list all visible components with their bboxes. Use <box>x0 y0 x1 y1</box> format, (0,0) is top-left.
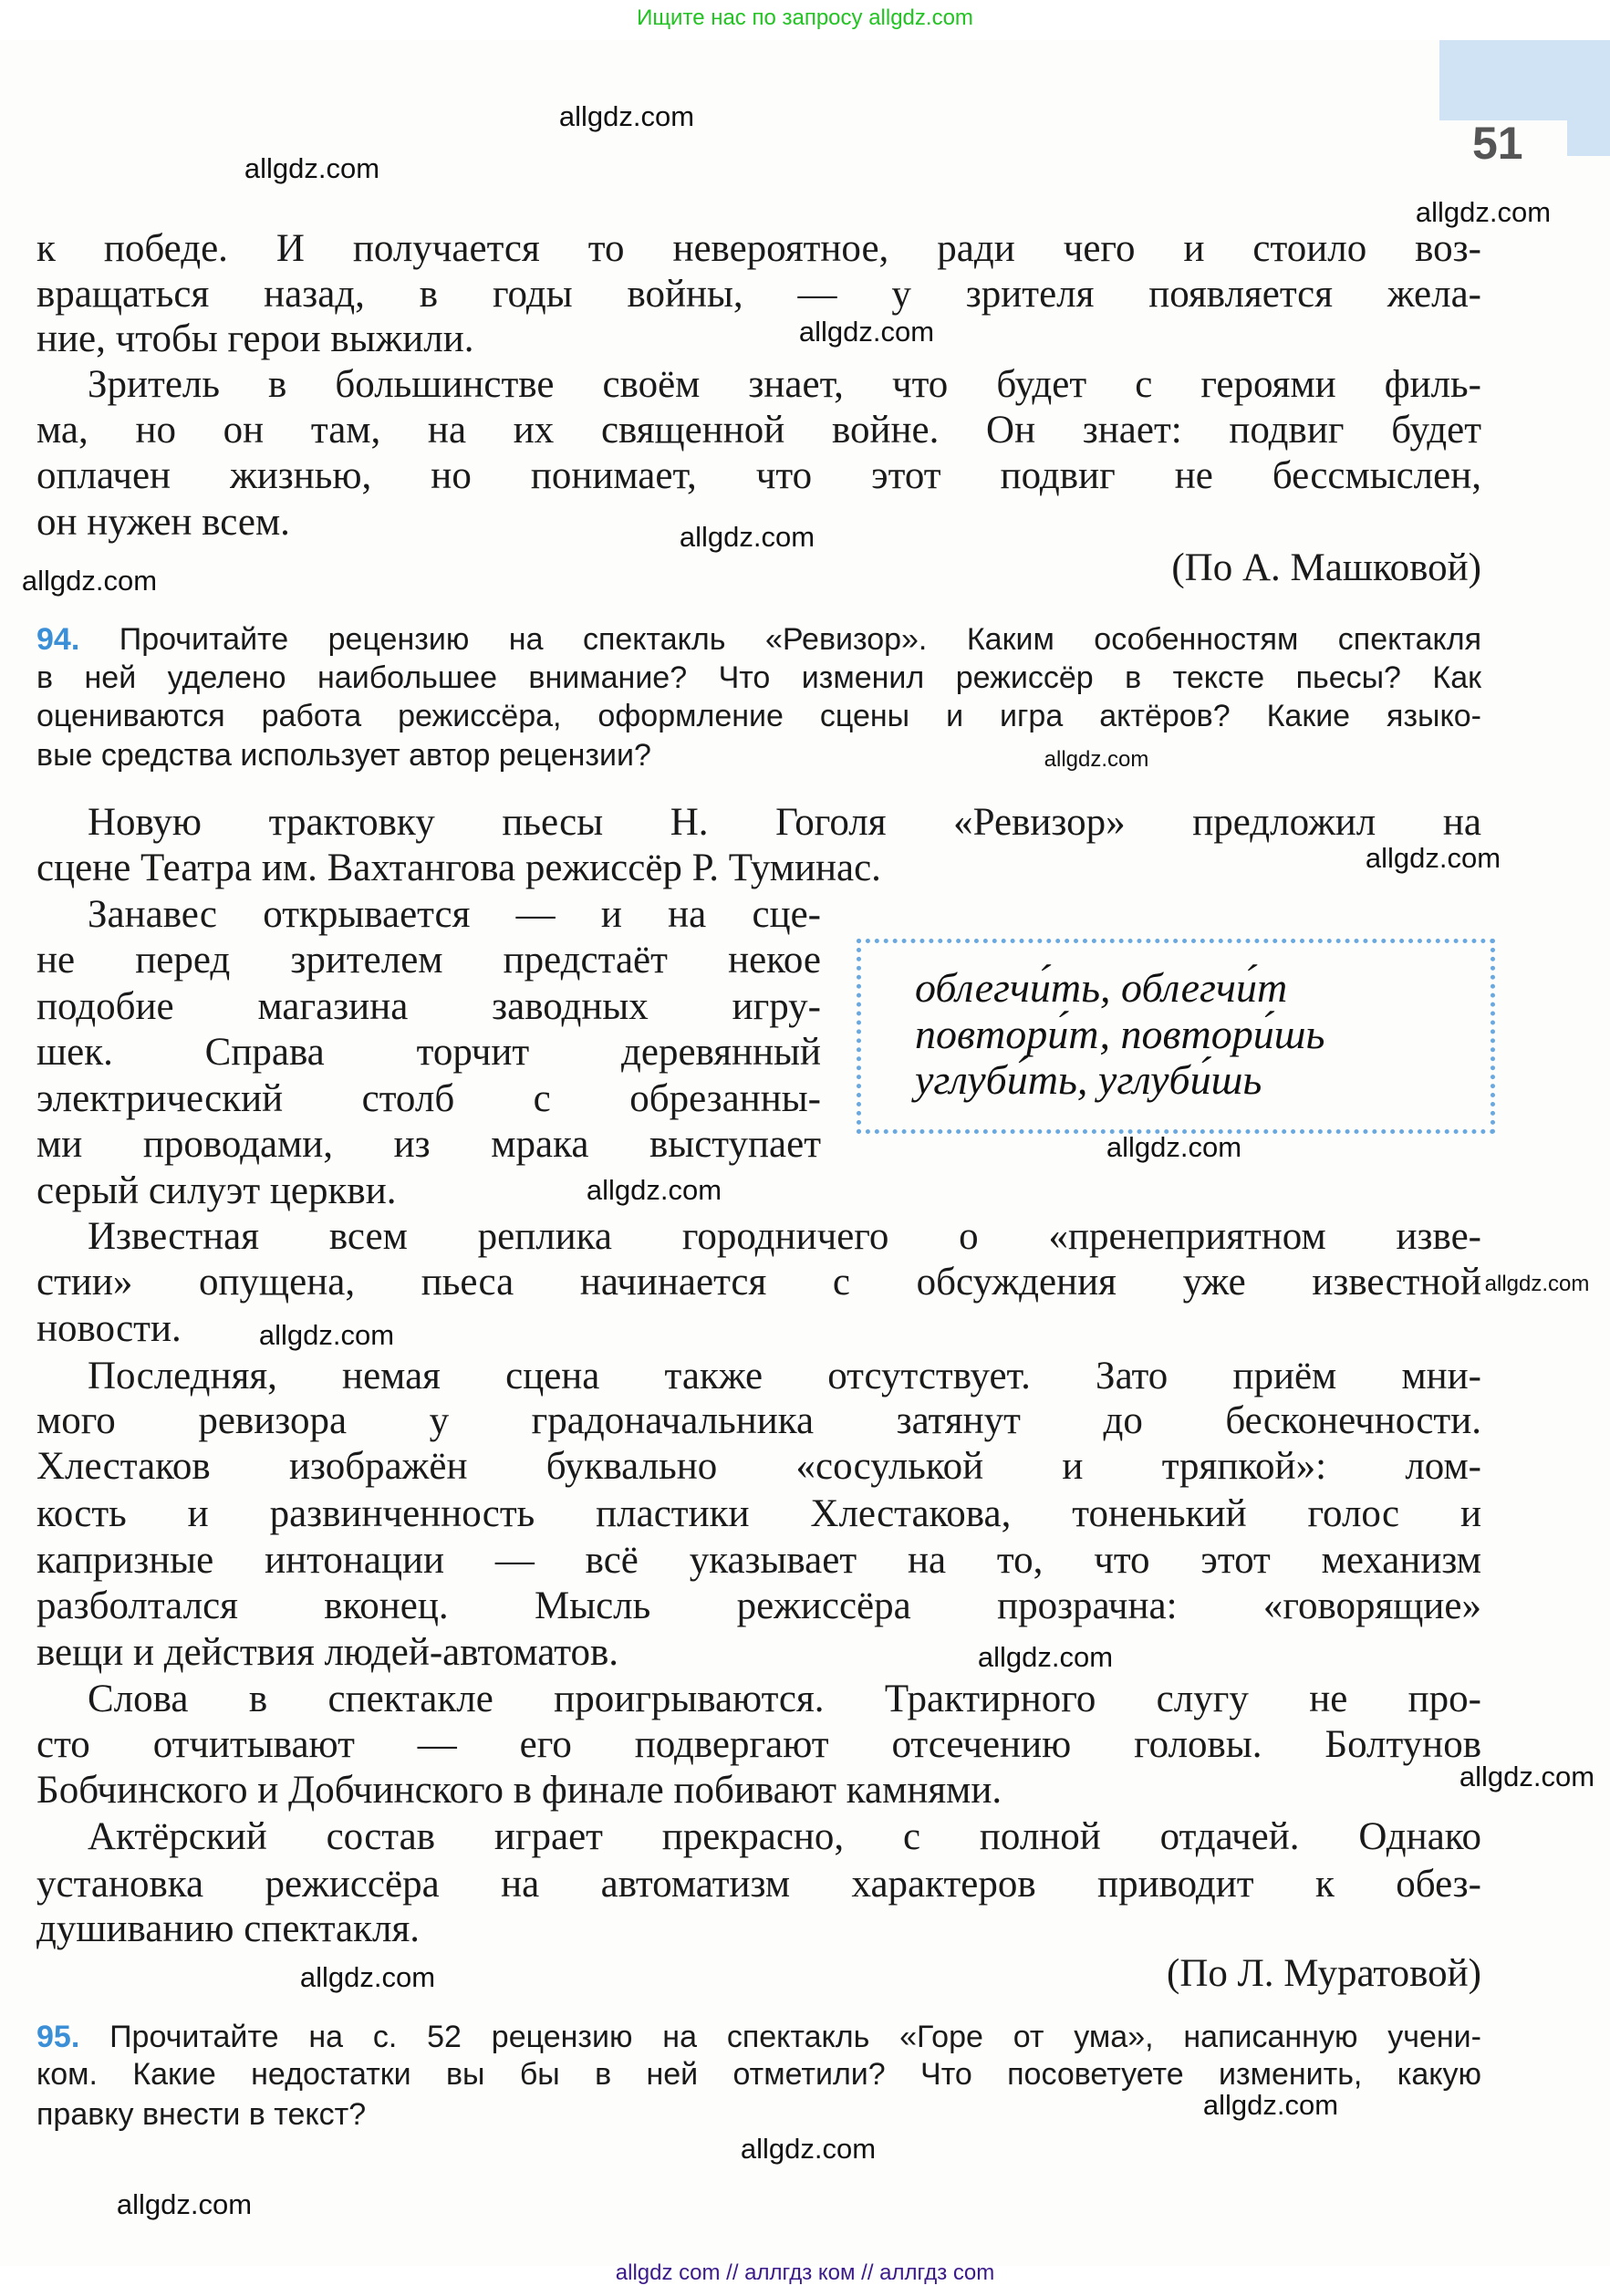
text-line <box>36 1719 1481 1771</box>
exercise-line <box>36 659 1481 697</box>
line-text: не перед зрителем предстаёт некое <box>36 939 821 982</box>
text-line <box>36 1074 821 1125</box>
exercise-line <box>36 2055 1481 2093</box>
text-line <box>36 1581 1481 1632</box>
line-text: Слова в спектакле проигрываются. Трактирного слугу не про- <box>88 1678 1481 1720</box>
line-text: разболтался вконец. Мысль режиссёра прозрачна: «говорящие» <box>36 1584 1481 1627</box>
text-line <box>36 1627 1481 1678</box>
line-text: серый силуэт церкви. <box>36 1169 397 1212</box>
watermark: allgdz.com <box>1044 747 1149 772</box>
line-text: стии» опущена, пьеса начинается с обсуждения уже известной <box>36 1261 1481 1304</box>
text-line <box>88 359 1481 410</box>
line-text: (По Л. Муратовой) <box>1167 1952 1481 1995</box>
text-line <box>36 1257 1481 1308</box>
text-line <box>36 1535 1481 1586</box>
accent-word-pair: облегчи́ть, облегчи́т <box>915 964 1288 1011</box>
line-text: подобие магазина заводных игру- <box>36 985 821 1028</box>
text-line <box>36 1948 1481 2000</box>
accent-word-pair: повтори́т, повтори́шь <box>915 1011 1325 1057</box>
watermark: allgdz.com <box>21 565 158 597</box>
line-text: шек. Справа торчит деревянный <box>36 1031 821 1074</box>
line-text: душиванию спектакля. <box>36 1907 421 1950</box>
watermark: allgdz.com <box>1459 1761 1595 1792</box>
line-text: правку внести в текст? <box>36 2097 367 2132</box>
line-text: Новую трактовку пьесы Н. Гоголя «Ревизор» предложил на <box>88 801 1481 844</box>
text-line <box>88 1812 1481 1863</box>
line-text: вые средства использует автор рецензии? <box>36 738 651 773</box>
line-text: электрический столб с обрезанны- <box>36 1077 821 1120</box>
accent-word-pair: углуби́ть, углуби́шь <box>915 1056 1262 1103</box>
text-line <box>88 1351 1481 1402</box>
line-text: Актёрский состав играет прекрасно, с полной отдачей. Однако <box>88 1815 1481 1858</box>
line-text: Бобчинского и Добчинского в финале побивают камнями. <box>36 1769 1002 1812</box>
text-line <box>88 1674 1481 1725</box>
text-line <box>36 1396 1481 1447</box>
line-text: оплачен жизнью, но понимает, что этот подвиг не бессмыслен, <box>36 454 1481 497</box>
line-text: сто отчитывают — его подвергают отсечению головы. Болтунов <box>36 1723 1481 1766</box>
text-line <box>36 314 1481 365</box>
line-text: капризные интонации — всё указывает на то, что этот механизм <box>36 1539 1481 1582</box>
line-text: Известная всем реплика городничего о «пренеприятном изве- <box>88 1215 1481 1258</box>
text-line <box>36 1304 1481 1355</box>
text-line <box>36 935 821 986</box>
watermark: allgdz.com <box>558 100 695 132</box>
line-text: Последняя, немая сцена также отсутствует. Зато приём мни- <box>88 1355 1481 1397</box>
exercise-line <box>36 620 1481 659</box>
text-line <box>36 1904 1481 1955</box>
watermark: allgdz.com <box>679 521 815 553</box>
line-text: вращаться назад, в годы войны, — у зрителя появляется жела- <box>36 273 1481 316</box>
text-line <box>88 889 821 940</box>
watermark: allgdz.com <box>1202 2089 1339 2121</box>
exercise-line <box>36 736 1481 774</box>
exercise-line <box>36 697 1481 735</box>
line-text: он нужен всем. <box>36 501 290 544</box>
line-text: Хлестаков изображён буквально «сосулькой и тряпкой»: лом- <box>36 1445 1481 1488</box>
text-line <box>36 1441 1481 1492</box>
text-line <box>36 982 821 1033</box>
text-line <box>36 223 1481 275</box>
text-line <box>36 1119 821 1170</box>
line-text: ма, но он там, на их священной войне. Он знает: подвиг будет <box>36 409 1481 452</box>
watermark: allgdz.com <box>116 2188 253 2220</box>
text-line <box>36 1027 821 1078</box>
watermark: allgdz.com <box>1365 842 1501 874</box>
exercise-number: 95. <box>36 2020 80 2054</box>
line-text: оцениваются работа режиссёра, оформление сцены и игра актёров? Какие языко- <box>36 699 1481 733</box>
watermark: allgdz.com <box>1484 1272 1590 1296</box>
line-text: Прочитайте на с. 52 рецензию на спектакль «Горе от ума», написанную учени- <box>109 2020 1481 2054</box>
line-text: (По А. Машковой) <box>1171 546 1481 589</box>
site-banner: Ищите нас по запросу allgdz.com <box>637 5 973 30</box>
line-text: к победе. И получается то невероятное, ради чего и стоило воз- <box>36 227 1481 270</box>
line-text: мого ревизора у градоначальника затянут до бесконечности. <box>36 1399 1481 1442</box>
watermark: allgdz.com <box>244 152 380 184</box>
line-text: в ней уделено наибольшее внимание? Что изменил режиссёр в тексте пьесы? Как <box>36 660 1481 695</box>
line-text: новости. <box>36 1307 182 1350</box>
site-footer: allgdz com // аллгдз ком // аллгдз com <box>615 2260 995 2285</box>
text-line <box>36 843 1481 894</box>
text-line <box>36 405 1481 456</box>
line-text: ми проводами, из мрака выступает <box>36 1123 821 1166</box>
watermark: allgdz.com <box>977 1641 1114 1673</box>
line-text: вещи и действия людей-автоматов. <box>36 1631 619 1674</box>
text-line <box>88 1211 1481 1262</box>
line-text: Прочитайте рецензию на спектакль «Ревизор». Каким особенностям спектакля <box>119 622 1481 657</box>
watermark: allgdz.com <box>1415 196 1552 228</box>
line-text: ние, чтобы герои выжили. <box>36 317 474 360</box>
watermark: allgdz.com <box>1106 1131 1242 1163</box>
line-text: Зритель в большинстве своём знает, что будет с героями филь- <box>88 363 1481 406</box>
line-text: сцене Театра им. Вахтангова режиссёр Р. Туминас. <box>36 847 881 889</box>
text-line <box>36 451 1481 502</box>
watermark: allgdz.com <box>258 1319 395 1351</box>
watermark: allgdz.com <box>299 1961 436 1993</box>
line-text: кость и развинченность пластики Хлестакова, тоненький голос и <box>36 1492 1481 1535</box>
watermark: allgdz.com <box>740 2133 877 2165</box>
line-text: Занавес открывается — и на сце- <box>88 893 821 936</box>
text-line <box>36 269 1481 320</box>
page-number: 51 <box>1472 118 1523 169</box>
text-line <box>36 1765 1481 1816</box>
watermark: allgdz.com <box>586 1174 722 1206</box>
line-text: ком. Какие недостатки вы бы в ней отметили? Что посоветуете изменить, какую <box>36 2057 1481 2092</box>
text-line <box>88 797 1481 848</box>
text-line <box>36 1489 1481 1540</box>
exercise-number: 94. <box>36 622 80 657</box>
exercise-line <box>36 2018 1481 2056</box>
watermark: allgdz.com <box>798 316 935 348</box>
text-line <box>36 1859 1481 1910</box>
line-text: установка режиссёра на автоматизм характеров приводит к обез- <box>36 1863 1481 1906</box>
